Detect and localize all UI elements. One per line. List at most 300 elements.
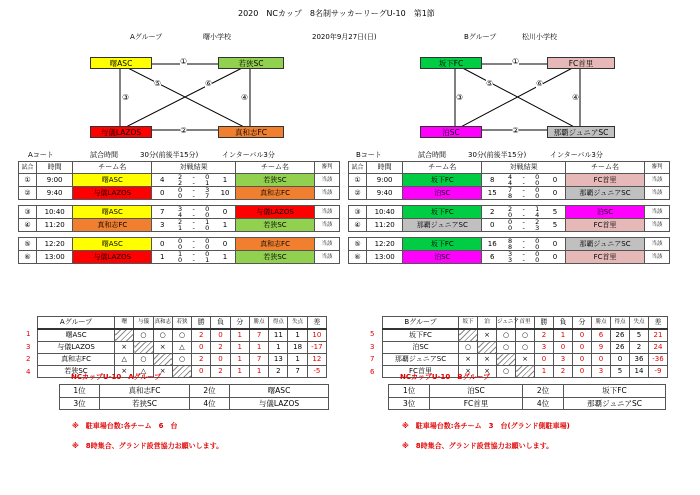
standings-team: 与儀LAZOS	[38, 342, 115, 354]
losses: 0	[554, 342, 573, 354]
losses: 2	[211, 342, 230, 354]
court-a-time-label: 試合時間	[90, 151, 118, 159]
referee: 当該	[645, 238, 670, 251]
away-team: FC首里	[565, 251, 644, 264]
losses: 0	[211, 329, 230, 342]
half-scores-home	[172, 238, 188, 251]
standings-row	[38, 354, 327, 366]
away-score: 0	[215, 206, 235, 219]
h1-away: 0	[535, 173, 540, 181]
court-b-time: 30分(前後半15分)	[468, 151, 527, 159]
head-to-head: ○	[516, 342, 535, 354]
head-to-head: ○	[516, 329, 535, 342]
h2-home: 0	[508, 211, 513, 219]
away-score: 1	[215, 174, 235, 187]
home-team: 泊SC	[403, 187, 482, 200]
goal-diff: -36	[649, 354, 668, 366]
home-team: 那覇ジュニアSC	[403, 219, 482, 232]
final-title-a: NCカップU-10 Aグループ	[71, 373, 162, 381]
h2-away: 4	[535, 211, 540, 219]
away-score: 0	[545, 187, 565, 200]
head-to-head: ×	[115, 342, 134, 354]
half-scores-away	[529, 251, 545, 264]
away-score: 1	[215, 251, 235, 264]
goals-against: 18	[288, 342, 307, 354]
head-to-head	[516, 366, 535, 378]
match-row	[349, 187, 670, 200]
points: 1	[249, 366, 268, 378]
points: 7	[249, 329, 268, 342]
match-time: 13:00	[37, 251, 73, 264]
standings-row	[383, 342, 668, 354]
half-scores-away	[199, 187, 215, 200]
standings-header: Bグループ	[383, 317, 459, 330]
losses: 0	[211, 354, 230, 366]
standings-header: 差	[649, 317, 668, 330]
away-team: 若狭SC	[235, 251, 314, 264]
standings-header: Aグループ	[38, 317, 115, 330]
standings-team: 坂下FC	[383, 329, 459, 342]
diagram-a-match-5: ⑤	[154, 79, 162, 88]
half-scores-away	[199, 219, 215, 232]
final-rank-label: 2位	[522, 385, 563, 398]
col-header-result: 対戦結果	[482, 162, 566, 174]
final-rank-team: 那覇ジュニアSC	[564, 397, 666, 410]
match-time: 11:20	[367, 219, 403, 232]
col-header-match: 試合	[19, 162, 37, 174]
standings-row	[383, 354, 668, 366]
head-to-head: △	[134, 366, 153, 378]
home-team: 泊SC	[403, 251, 482, 264]
h1-away: 1	[205, 218, 210, 226]
referee: 当該	[645, 251, 670, 264]
half-scores-away	[529, 206, 545, 219]
h1-home: 2	[508, 205, 513, 213]
goals-against: 7	[288, 366, 307, 378]
head-to-head	[115, 329, 134, 342]
standings-header: 真和志	[153, 317, 172, 330]
half-scores-home	[502, 206, 518, 219]
wins: 0	[192, 366, 211, 378]
referee: 当該	[645, 174, 670, 187]
head-to-head: ×	[153, 366, 172, 378]
diagram-b-match-6: ⑥	[536, 79, 544, 88]
standings-header: 勝	[192, 317, 211, 330]
match-row	[19, 174, 340, 187]
wins: 1	[535, 366, 554, 378]
head-to-head	[134, 342, 153, 354]
draws: 1	[230, 366, 249, 378]
half-scores-home	[172, 251, 188, 264]
draws: 1	[230, 342, 249, 354]
schedule-table-a	[18, 161, 340, 264]
h1-home: 1	[178, 250, 183, 258]
final-rank-label: 4位	[522, 397, 563, 410]
h2-home: 0	[178, 243, 183, 251]
head-to-head: ○	[134, 354, 153, 366]
half-sep: - -	[188, 251, 199, 264]
half-scores-away	[529, 187, 545, 200]
h1-away: 0	[535, 186, 540, 194]
diagram-a-match-1: ①	[180, 57, 188, 66]
referee: 当該	[315, 187, 340, 200]
match-row	[349, 206, 670, 219]
away-team: 与儀LAZOS	[235, 206, 314, 219]
final-rank-row	[60, 385, 329, 398]
standings-row	[383, 329, 668, 342]
schedule-table-b	[348, 161, 670, 264]
standings-header: 曙	[115, 317, 134, 330]
goals-against: 2	[630, 342, 649, 354]
note-setup-a: ※ 8時集合、グランド設営協力お願いします。	[72, 442, 224, 450]
home-score: 3	[152, 219, 172, 232]
half-scores-home	[502, 219, 518, 232]
losses: 2	[554, 366, 573, 378]
home-score: 6	[482, 251, 502, 264]
final-rank-row	[389, 385, 666, 398]
away-score: 0	[545, 174, 565, 187]
match-time: 9:00	[37, 174, 73, 187]
head-to-head: ○	[134, 329, 153, 342]
home-score: 0	[152, 187, 172, 200]
match-row	[19, 206, 340, 219]
final-rank-team: 曙ASC	[230, 385, 329, 398]
standings-header: 勝点	[249, 317, 268, 330]
match-time: 9:40	[37, 187, 73, 200]
away-team: 那覇ジュニアSC	[565, 238, 644, 251]
home-score: 8	[482, 174, 502, 187]
referee: 当該	[645, 206, 670, 219]
half-sep: - -	[188, 206, 199, 219]
final-rank-team: 与儀LAZOS	[230, 397, 329, 410]
h1-away: 0	[205, 237, 210, 245]
half-sep: - -	[518, 174, 529, 187]
head-to-head	[478, 342, 497, 354]
home-score: 0	[482, 219, 502, 232]
head-to-head: ○	[497, 329, 516, 342]
h2-away: 3	[535, 224, 540, 232]
points: 6	[592, 329, 611, 342]
final-rank-team: 坂下FC	[564, 385, 666, 398]
group-a-label: Aグループ	[130, 33, 163, 41]
draws: 0	[573, 354, 592, 366]
h1-away: 3	[205, 186, 210, 194]
h2-away: 7	[205, 192, 210, 200]
diagram-a-team-2: 若狭SC	[218, 57, 284, 69]
final-rank-team: 真和志FC	[100, 385, 190, 398]
head-to-head: △	[172, 342, 191, 354]
h1-home: 3	[508, 250, 513, 258]
home-team: 坂下FC	[403, 238, 482, 251]
diagram-a-match-4: ④	[241, 93, 249, 102]
away-score: 5	[545, 206, 565, 219]
head-to-head: ○	[459, 342, 478, 354]
h1-away: 2	[535, 218, 540, 226]
half-scores-home	[502, 251, 518, 264]
group-a-venue: 曙小学校	[203, 33, 231, 41]
col-header-away: チーム名	[235, 162, 314, 174]
match-number: ⑥	[19, 251, 37, 264]
half-sep: - -	[188, 219, 199, 232]
col-header-referee: 審判	[315, 162, 340, 174]
standings-team: FC首里	[383, 366, 459, 378]
note-parking-a: ※ 駐車場台数:各チーム 6 台	[72, 422, 178, 430]
match-row	[349, 238, 670, 251]
h1-away: 0	[535, 237, 540, 245]
half-scores-home	[502, 238, 518, 251]
col-header-time: 時間	[37, 162, 73, 174]
note-parking-b: ※ 駐車場台数:各チーム 3 台(グランド側駐車場)	[402, 422, 570, 430]
half-scores-away	[529, 219, 545, 232]
standings-rank: 3	[370, 342, 375, 351]
col-header-result: 対戦結果	[152, 162, 236, 174]
half-scores-away	[199, 174, 215, 187]
h1-away: 1	[535, 205, 540, 213]
h2-away: 0	[535, 179, 540, 187]
home-score: 16	[482, 238, 502, 251]
points: 3	[592, 366, 611, 378]
standings-header: 首里	[516, 317, 535, 330]
goals-for: 2	[269, 366, 288, 378]
standings-rank: 3	[26, 342, 31, 351]
h2-home: 2	[178, 179, 183, 187]
final-rank-label: 3位	[389, 397, 430, 410]
losses: 1	[554, 329, 573, 342]
col-header-away: チーム名	[565, 162, 644, 174]
referee: 当該	[315, 206, 340, 219]
away-team: 若狭SC	[235, 219, 314, 232]
wins: 2	[192, 329, 211, 342]
wins: 0	[192, 342, 211, 354]
col-header-time: 時間	[367, 162, 403, 174]
head-to-head: ×	[478, 366, 497, 378]
note-setup-b: ※ 8時集合、グランド設営協力お願いします。	[402, 442, 554, 450]
home-team: 曙ASC	[73, 206, 152, 219]
goals-against: 5	[630, 329, 649, 342]
goals-for: 13	[269, 354, 288, 366]
final-ranking-a	[59, 384, 329, 410]
wins: 2	[192, 354, 211, 366]
diagram-b-match-3: ③	[456, 93, 464, 102]
court-a-label: Aコート	[28, 151, 54, 159]
standings-team: 若狭SC	[38, 366, 115, 378]
home-team: 与儀LAZOS	[73, 187, 152, 200]
standings-rank: 4	[26, 367, 31, 376]
group-b-label: Bグループ	[464, 33, 497, 41]
home-team: 曙ASC	[73, 174, 152, 187]
h2-home: 1	[178, 224, 183, 232]
away-score: 10	[215, 187, 235, 200]
standings-rank: 1	[26, 330, 31, 338]
head-to-head: ×	[478, 329, 497, 342]
h1-away: 0	[205, 173, 210, 181]
h2-home: 0	[178, 192, 183, 200]
head-to-head: ×	[516, 354, 535, 366]
head-to-head	[153, 354, 172, 366]
referee: 当該	[315, 251, 340, 264]
h2-home: 0	[178, 256, 183, 264]
col-header-match: 試合	[349, 162, 367, 174]
wins: 0	[535, 354, 554, 366]
away-score: 0	[545, 251, 565, 264]
draws: 1	[230, 329, 249, 342]
h2-away: 0	[535, 192, 540, 200]
match-number: ⑤	[19, 238, 37, 251]
h1-home: 2	[178, 173, 183, 181]
h2-home: 4	[508, 179, 513, 187]
diagram-b-match-1: ①	[512, 57, 520, 66]
diagram-a-team-3: 与儀LAZOS	[90, 126, 152, 138]
standings-row	[38, 329, 327, 342]
draws: 0	[573, 366, 592, 378]
head-to-head: ○	[497, 342, 516, 354]
match-time: 10:40	[37, 206, 73, 219]
standings-header: 失点	[630, 317, 649, 330]
col-header-referee: 審判	[645, 162, 670, 174]
standings-header: 差	[307, 317, 326, 330]
away-team: 若狭SC	[235, 174, 314, 187]
home-team: 曙ASC	[73, 238, 152, 251]
page-title: 2020 NCカップ 8名制サッカーリーグU-10 第1節	[238, 9, 435, 18]
final-rank-team: 若狭SC	[100, 397, 190, 410]
referee: 当該	[645, 187, 670, 200]
diagram-b-team-2: FC首里	[547, 57, 615, 69]
wins: 2	[535, 329, 554, 342]
h2-away: 0	[205, 224, 210, 232]
goals-against: 14	[630, 366, 649, 378]
goals-for: 11	[269, 329, 288, 342]
half-sep: - -	[518, 238, 529, 251]
match-row	[19, 238, 340, 251]
goal-diff: -5	[307, 366, 326, 378]
head-to-head: △	[115, 354, 134, 366]
half-sep: - -	[518, 251, 529, 264]
h1-home: 0	[508, 218, 513, 226]
final-rank-label: 1位	[60, 385, 100, 398]
goals-against: 1	[288, 329, 307, 342]
head-to-head: ×	[153, 342, 172, 354]
points: 0	[592, 354, 611, 366]
away-team: 真和志FC	[235, 187, 314, 200]
h2-away: 0	[205, 243, 210, 251]
half-sep: - -	[518, 219, 529, 232]
standings-header: 得点	[611, 317, 630, 330]
match-row	[19, 251, 340, 264]
standings-team: 泊SC	[383, 342, 459, 354]
diagram-a-match-3: ③	[122, 93, 130, 102]
half-scores-away	[529, 238, 545, 251]
points: 1	[249, 342, 268, 354]
standings-header: 失点	[288, 317, 307, 330]
match-time: 9:40	[367, 187, 403, 200]
head-to-head: ×	[459, 354, 478, 366]
final-rank-team: 泊SC	[430, 385, 523, 398]
diagram-b-team-3: 泊SC	[420, 126, 482, 138]
head-to-head: ×	[478, 354, 497, 366]
match-number: ⑤	[349, 238, 367, 251]
goals-for: 0	[611, 354, 630, 366]
final-rank-label: 1位	[389, 385, 430, 398]
home-team: 坂下FC	[403, 206, 482, 219]
match-number: ④	[19, 219, 37, 232]
half-scores-home	[502, 187, 518, 200]
half-scores-away	[199, 238, 215, 251]
match-number: ②	[19, 187, 37, 200]
diagram-a-team-4: 真和志FC	[218, 126, 284, 138]
h2-home: 3	[508, 256, 513, 264]
h1-home: 2	[178, 218, 183, 226]
diagram-a-match-2: ②	[180, 126, 188, 135]
h1-home: 3	[178, 205, 183, 213]
half-scores-away	[529, 174, 545, 187]
match-row	[19, 187, 340, 200]
final-rank-row	[389, 397, 666, 410]
final-rank-label: 4位	[190, 397, 230, 410]
half-sep: - -	[188, 238, 199, 251]
draws: 0	[573, 342, 592, 354]
diagram-b-team-1: 坂下FC	[420, 57, 482, 69]
match-time: 11:20	[37, 219, 73, 232]
standings-header: 泊	[478, 317, 497, 330]
half-scores-away	[199, 206, 215, 219]
standings-header: 分	[573, 317, 592, 330]
h1-home: 7	[508, 186, 513, 194]
court-b-interval: インターバル3分	[550, 151, 603, 159]
points: 9	[592, 342, 611, 354]
court-b-time-label: 試合時間	[418, 151, 446, 159]
standings-table-b	[382, 316, 668, 378]
head-to-head: ○	[172, 354, 191, 366]
match-time: 13:00	[367, 251, 403, 264]
away-team: 那覇ジュニアSC	[565, 187, 644, 200]
half-scores-away	[199, 251, 215, 264]
match-number: ①	[19, 174, 37, 187]
head-to-head: ×	[459, 366, 478, 378]
diagram-a-team-1: 曙ASC	[90, 57, 152, 69]
home-team: 与儀LAZOS	[73, 251, 152, 264]
goals-for: 26	[611, 342, 630, 354]
match-row	[349, 174, 670, 187]
col-header-home: チーム名	[403, 162, 482, 174]
h2-away: 0	[535, 256, 540, 264]
goal-diff: 10	[307, 329, 326, 342]
points: 7	[249, 354, 268, 366]
h1-home: 4	[508, 173, 513, 181]
standings-header: 与儀	[134, 317, 153, 330]
referee: 当該	[315, 238, 340, 251]
half-scores-home	[502, 174, 518, 187]
away-score: 0	[215, 238, 235, 251]
group-b-venue: 松川小学校	[522, 33, 557, 41]
half-sep: - -	[518, 187, 529, 200]
home-score: 1	[152, 251, 172, 264]
standings-row	[38, 342, 327, 354]
goal-diff: 24	[649, 342, 668, 354]
away-score: 1	[215, 219, 235, 232]
match-time: 9:00	[367, 174, 403, 187]
home-score: 2	[482, 206, 502, 219]
event-date: 2020年9月27日(日)	[312, 33, 377, 41]
h1-away: 0	[205, 250, 210, 258]
home-score: 7	[152, 206, 172, 219]
h2-away: 0	[535, 243, 540, 251]
half-sep: - -	[518, 206, 529, 219]
referee: 当該	[315, 219, 340, 232]
court-b-label: Bコート	[356, 151, 382, 159]
final-rank-label: 3位	[60, 397, 100, 410]
final-rank-row	[60, 397, 329, 410]
head-to-head: ○	[497, 366, 516, 378]
